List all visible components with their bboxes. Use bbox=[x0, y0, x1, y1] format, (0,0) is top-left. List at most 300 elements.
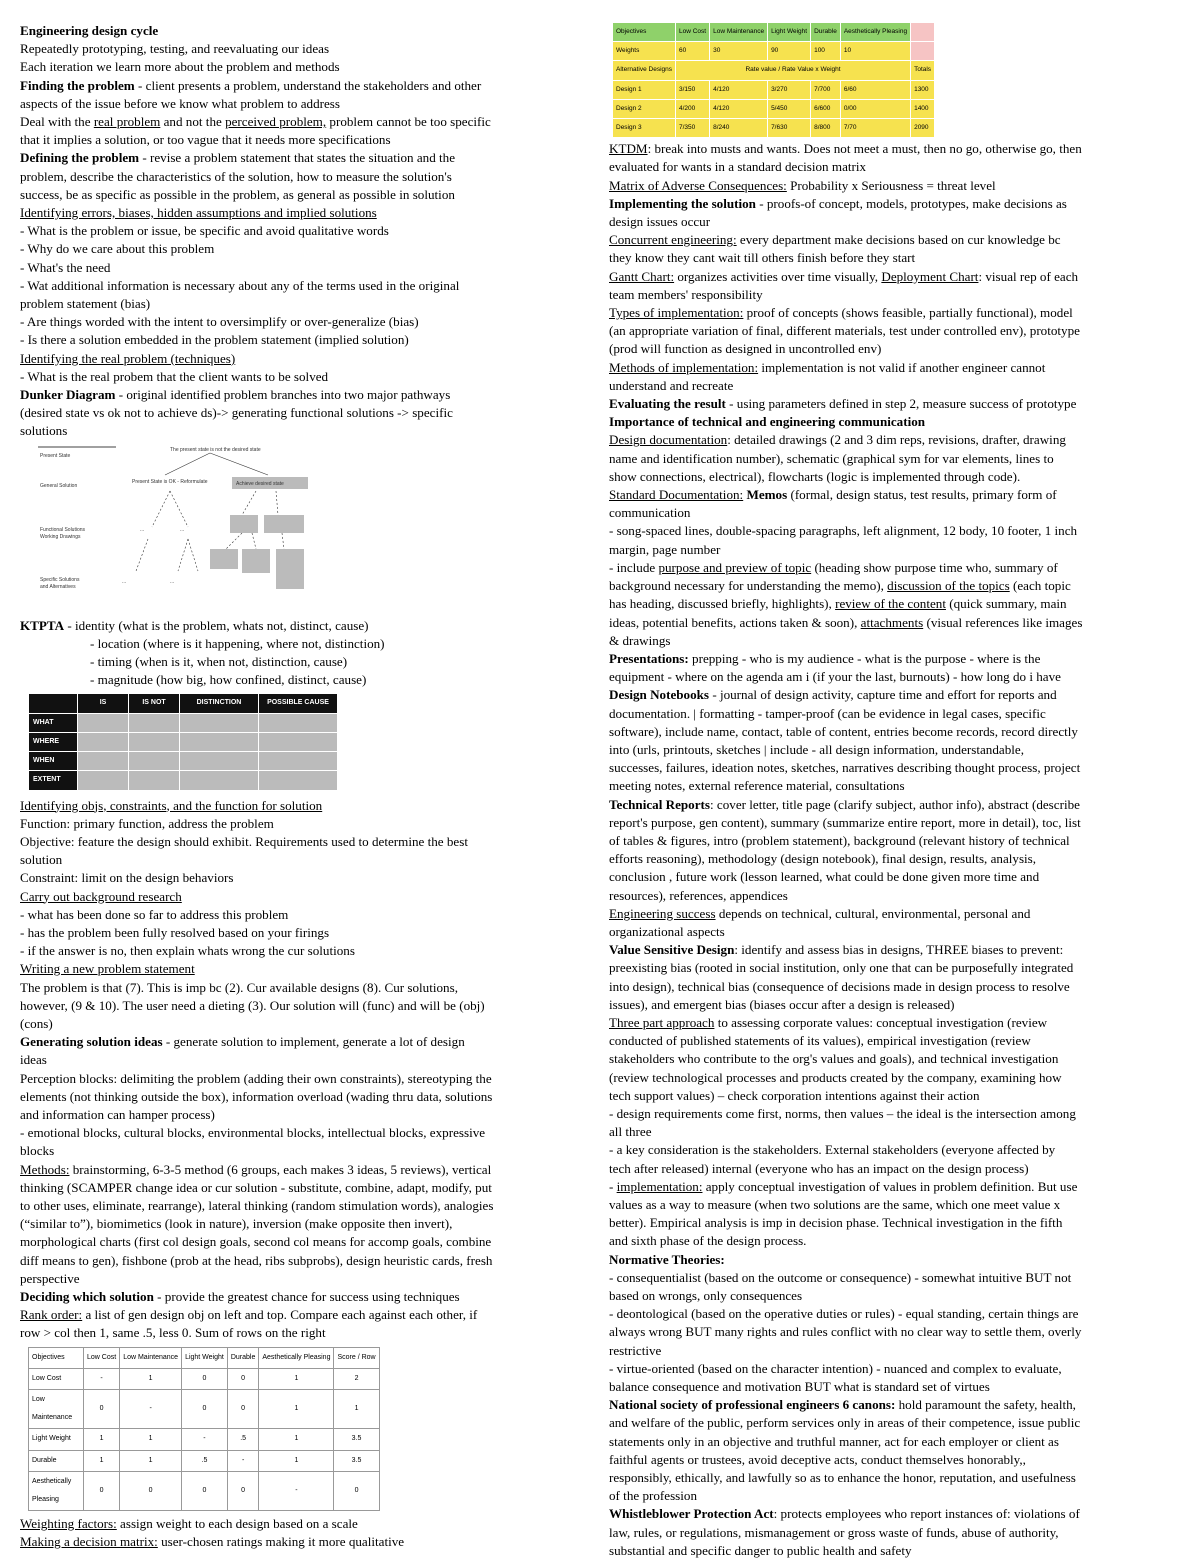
text-span: implementation is not valid if another engineer cannot bbox=[758, 359, 1046, 375]
dm-header: Durable bbox=[811, 23, 841, 42]
text-line: (desired state vs ok not to achieve ds)-> generating functional solutions -> specific bbox=[20, 405, 453, 421]
methods-implementation-heading: Methods of implementation: bbox=[609, 359, 759, 375]
table-row bbox=[613, 42, 935, 61]
purpose-preview-term: purpose and preview of topic bbox=[658, 559, 812, 575]
bullet-line: - deontological (based on the operative duties or rules) - equal standing, certain things are bbox=[609, 1306, 1079, 1322]
table-cell: 8/240 bbox=[710, 119, 768, 138]
methods-heading: Methods: bbox=[20, 1161, 70, 1177]
text-line: always wrong BUT many rights and rules conflict with no clear way to settle them, overly bbox=[609, 1324, 1082, 1340]
ktpta-row-label: EXTENT bbox=[29, 771, 78, 790]
text-line: communication bbox=[609, 505, 691, 521]
text-span: - revise a problem statement that states the situation and the bbox=[139, 150, 456, 166]
text-line: software), include name, contact, table of content, entries become records, record directly bbox=[609, 723, 1078, 739]
text-line: - timing (when is it, when not, distinction, cause) bbox=[90, 654, 348, 670]
bullet-line: - song-spaced lines, double-spacing paragraphs, left alignment, 12 body, 10 footer, 1 inch bbox=[609, 523, 1078, 539]
text-line: - location (where is it happening, where not, distinction) bbox=[90, 635, 385, 651]
text-line: restrictive bbox=[609, 1342, 662, 1358]
text-line: success, be as specific as possible in the problem, as general as possible in solution bbox=[20, 186, 455, 202]
text-line: of tables & figures, intro (problem statement), background (relevant history of technical bbox=[609, 832, 1070, 848]
bullet-line: - emotional blocks, cultural blocks, environmental blocks, intellectual blocks, expressive bbox=[20, 1125, 486, 1141]
evaluating-result-heading: Evaluating the result bbox=[609, 396, 726, 412]
table-cell: 0 bbox=[182, 1390, 228, 1429]
text-span: : identify and assess bias in designs, THREE biases to prevent: bbox=[734, 942, 1064, 958]
ktpta-row-label: WHEN bbox=[29, 752, 78, 771]
text-line: perspective bbox=[20, 1270, 80, 1286]
table-cell: Rate value / Rate Value x Weight bbox=[676, 61, 911, 80]
table-cell bbox=[129, 713, 180, 732]
table-cell: 0 bbox=[84, 1390, 120, 1429]
text-span: - client presents a problem, understand the stakeholders and other bbox=[134, 77, 482, 93]
table-cell: 1 bbox=[259, 1390, 334, 1429]
text-line: team members' responsibility bbox=[609, 286, 763, 302]
table-cell bbox=[78, 713, 129, 732]
text-line: values as a way to measure (when two solutions are the same, which one meet value x bbox=[609, 1197, 1061, 1212]
table-cell bbox=[78, 771, 129, 790]
text-line: Function: primary function, address the problem bbox=[20, 815, 274, 831]
bullet-line: - if the answer is no, then explain whats wrong the cur solutions bbox=[20, 943, 355, 959]
text-line: into (urls, printouts, sketches | include - all design information, understandable, bbox=[609, 741, 1024, 757]
text-span: - bbox=[609, 1178, 617, 1194]
text-span: organizes activities over time visually, bbox=[674, 268, 882, 284]
text-line: conclusion , future work (lesson learned, what could be done given more time and bbox=[609, 869, 1040, 885]
ktdm-term: KTDM bbox=[609, 141, 648, 157]
svg-text:...: ... bbox=[180, 526, 185, 533]
text-span: problem cannot be too specific bbox=[326, 114, 491, 130]
review-content-term: review of the content bbox=[835, 596, 946, 612]
text-line: of the profession bbox=[609, 1488, 697, 1504]
text-span: - using parameters defined in step 2, measure success of prototype bbox=[725, 396, 1077, 412]
text-line: show connections, electrical), flowcharts (logic is implemented through code). bbox=[609, 468, 1021, 484]
table-cell: .5 bbox=[182, 1450, 228, 1471]
decision-matrix-heading: Making a decision matrix: bbox=[20, 1534, 158, 1550]
text-line: Constraint: limit on the design behaviors bbox=[20, 870, 234, 886]
text-line: (review technological processes and products created by the company, examining how bbox=[609, 1069, 1062, 1085]
table-cell: 30 bbox=[710, 42, 768, 61]
text-line: Each iteration we learn more about the problem and methods bbox=[20, 59, 340, 75]
text-line: based on wrongs, only consequences bbox=[609, 1288, 803, 1304]
deciding-solution-heading: Deciding which solution bbox=[20, 1288, 154, 1304]
text-span: a list of gen design obj on left and top. Compare each against each other, if bbox=[82, 1307, 478, 1323]
technical-reports-heading: Technical Reports bbox=[609, 796, 710, 812]
background-research-heading: Carry out background research bbox=[20, 888, 182, 904]
rank-header: Low Maintenance bbox=[120, 1347, 182, 1368]
text-line: evaluated for wants in a standard decision matrix bbox=[609, 159, 867, 175]
ktpta-table bbox=[28, 693, 338, 790]
ktpta-header: IS bbox=[78, 694, 129, 713]
gantt-chart-heading: Gantt Chart: bbox=[609, 268, 675, 284]
svg-text:...: ... bbox=[140, 526, 145, 533]
bullet-line: - has the problem been fully resolved based on your firings bbox=[20, 924, 330, 940]
text-line: and sixth phase of the design process. bbox=[609, 1233, 807, 1249]
table-cell: - bbox=[259, 1471, 334, 1510]
text-span: proof of concepts (shows feasible, partially functional), model bbox=[743, 305, 1073, 321]
table-cell: Low Maintenance bbox=[29, 1390, 84, 1429]
table-cell: 4/120 bbox=[710, 99, 768, 118]
table-cell bbox=[78, 732, 129, 751]
text-line: all three bbox=[609, 1124, 652, 1140]
table-cell: 1 bbox=[84, 1429, 120, 1450]
dm-header: Low Cost bbox=[676, 23, 710, 42]
rank-header: Objectives bbox=[29, 1347, 84, 1368]
table-cell: - bbox=[182, 1429, 228, 1450]
bullet-line: - a key consideration is the stakeholders. External stakeholders (everyone affected by bbox=[609, 1142, 1056, 1158]
text-span: apply conceptual investigation of values in problem definition. But use bbox=[702, 1178, 1078, 1194]
table-cell bbox=[129, 732, 180, 751]
text-span: brainstorming, 6-3-5 method (6 groups, each makes 3 ideas, 5 reviews), vertical bbox=[69, 1161, 492, 1177]
table-row bbox=[29, 1429, 380, 1450]
table-cell: Totals bbox=[911, 61, 935, 80]
table-cell: Design 2 bbox=[613, 99, 676, 118]
text-line: understand and recreate bbox=[609, 377, 734, 393]
table-cell: 1 bbox=[120, 1368, 182, 1389]
table-cell: 1 bbox=[120, 1450, 182, 1471]
text-line: row > col then 1, same .5, less 0. Sum of rows on the right bbox=[20, 1325, 326, 1341]
identifying-errors-heading: Identifying errors, biases, hidden assumptions and implied solutions bbox=[20, 205, 377, 221]
implementation-term: implementation: bbox=[616, 1178, 703, 1194]
table-cell: 90 bbox=[768, 42, 811, 61]
table-row bbox=[613, 80, 935, 99]
table-row bbox=[29, 752, 338, 771]
table-cell: 0 bbox=[227, 1368, 259, 1389]
table-cell: Durable bbox=[29, 1450, 84, 1471]
text-span: : detailed drawings (2 and 3 dim reps, revisions, drafter, drawing bbox=[727, 432, 1066, 448]
text-span: - identity (what is the problem, whats not, distinct, cause) bbox=[64, 617, 369, 633]
bullet-line: - Is there a solution embedded in the problem statement (implied solution) bbox=[20, 332, 409, 348]
discussion-topics-term: discussion of the topics bbox=[887, 578, 1010, 594]
bullet-line: - Are things worded with the intent to oversimplify or over-generalize (bias) bbox=[20, 314, 419, 330]
text-line: & drawings bbox=[609, 632, 671, 648]
table-cell: 1 bbox=[120, 1429, 182, 1450]
design-documentation-heading: Design documentation bbox=[609, 432, 728, 448]
table-cell: 0/00 bbox=[840, 99, 910, 118]
table-cell: 1 bbox=[259, 1429, 334, 1450]
rank-header: Durable bbox=[227, 1347, 259, 1368]
text-line: better). Empirical analysis is imp in decision phase. Technical investigation in the fifth bbox=[609, 1215, 1063, 1231]
text-line: and information can hamper process) bbox=[20, 1106, 215, 1122]
text-line: balance consequence and motivation BUT what is standard set of virtues bbox=[609, 1379, 990, 1395]
table-row bbox=[29, 1390, 380, 1429]
table-cell: 6/60 bbox=[840, 80, 910, 99]
text-line: documentation. | formatting - tamper-proof (can be evidence in legal cases, specific bbox=[609, 705, 1046, 721]
svg-text:...: ... bbox=[170, 578, 175, 585]
text-span: - proofs-of concept, models, prototypes, make decisions as bbox=[755, 195, 1067, 211]
svg-text:...: ... bbox=[122, 578, 127, 585]
table-cell: 0 bbox=[182, 1368, 228, 1389]
rank-header: Aesthetically Pleasing bbox=[259, 1347, 334, 1368]
text-line: preexisting bias (rooted in social institution, only one that can be purposefully integrated bbox=[609, 960, 1074, 976]
text-line: statements only in an objective and truthful manner, act for each employer or client as bbox=[609, 1433, 1059, 1449]
table-cell: 0 bbox=[334, 1471, 379, 1510]
text-span: and not the bbox=[160, 114, 226, 130]
table-cell: 0 bbox=[227, 1471, 259, 1510]
dm-weights-label: Weights bbox=[613, 42, 676, 61]
text-span: : visual rep of each bbox=[978, 268, 1079, 284]
bullet-line: - What's the need bbox=[20, 259, 111, 275]
dunker-row-specific: Specific Solutions bbox=[40, 576, 80, 583]
ktpta-header: IS NOT bbox=[129, 694, 180, 713]
text-line: faithful agents or trustees, avoid deceptive acts, conduct themselves honorably,, bbox=[609, 1451, 1026, 1467]
text-line: (an appropriate variation of final, different materials, test under controlled env), prototype bbox=[609, 323, 1080, 339]
bullet-line: - what has been done so far to address this problem bbox=[20, 906, 289, 922]
attachments-term: attachments bbox=[860, 614, 924, 630]
table-cell: 3/150 bbox=[676, 80, 710, 99]
nspe-canons-heading: National society of professional engineers 6 canons: bbox=[609, 1397, 896, 1413]
real-problem-term: real problem bbox=[93, 114, 161, 130]
text-line: elements (not thinking outside the box), information overload (wading thru data, solutions bbox=[20, 1088, 493, 1104]
table-row bbox=[613, 99, 935, 118]
text-line: equipment - where on the agenda am i (if your the last, burnouts) - how long do i have bbox=[609, 669, 1061, 685]
normative-theories-heading: Normative Theories: bbox=[609, 1251, 725, 1267]
dm-header: Aesthetically Pleasing bbox=[840, 23, 910, 42]
table-cell: 0 bbox=[84, 1471, 120, 1510]
table-cell: 2 bbox=[334, 1368, 379, 1389]
table-row bbox=[29, 713, 338, 732]
text-span: hold paramount the safety, health, bbox=[895, 1397, 1076, 1413]
ktpta-row-label: WHERE bbox=[29, 732, 78, 751]
text-span: assign weight to each design based on a scale bbox=[116, 1516, 358, 1532]
table-cell bbox=[259, 732, 338, 751]
text-span: background necessary for understanding the memo), bbox=[609, 578, 888, 594]
text-line: resources), references, appendices bbox=[609, 887, 788, 903]
table-cell: Light Weight bbox=[29, 1429, 84, 1450]
ktpta-header: DISTINCTION bbox=[180, 694, 259, 713]
text-line: responsibly, ethically, and lawfully so as to enhance the honor, reputation, and usefulness bbox=[609, 1470, 1076, 1486]
dunker-diagram-figure bbox=[20, 443, 590, 615]
dunker-box-desired: Achieve desired state bbox=[236, 480, 284, 487]
perceived-problem-term: perceived problem, bbox=[225, 114, 327, 130]
dm-header bbox=[911, 23, 935, 42]
table-cell: 1 bbox=[334, 1390, 379, 1429]
text-line: - magnitude (how big, how confined, distinct, cause) bbox=[90, 672, 367, 688]
text-line: (prod will function as designed in uncontrolled env) bbox=[609, 341, 882, 357]
table-row bbox=[29, 771, 338, 790]
engineering-design-cycle-heading: Engineering design cycle bbox=[20, 23, 159, 38]
dunker-top-label: The present state is not the desired state bbox=[170, 446, 261, 453]
design-notebooks-heading: Design Notebooks bbox=[609, 687, 710, 703]
table-cell: Design 3 bbox=[613, 119, 676, 138]
text-span: (each topic bbox=[1009, 578, 1071, 594]
text-line: report's purpose, gen content), summary (summarize entire report, more in detail), toc, list bbox=[609, 814, 1081, 830]
table-cell bbox=[180, 732, 259, 751]
table-cell: - bbox=[84, 1368, 120, 1389]
dunker-diagram-heading: Dunker Diagram bbox=[20, 387, 116, 403]
generating-solutions-heading: Generating solution ideas bbox=[20, 1034, 163, 1050]
bullet-line: - consequentialist (based on the outcome or consequence) - somewhat intuitive BUT not bbox=[609, 1269, 1072, 1285]
engineering-success-heading: Engineering success bbox=[609, 905, 716, 921]
rank-order-table bbox=[28, 1347, 380, 1512]
text-line: solutions bbox=[20, 423, 68, 439]
text-line: law, rules, or regulations, mismanagement or gross waste of funds, abuse of authority, bbox=[609, 1524, 1059, 1540]
text-span: Deal with the bbox=[20, 114, 94, 130]
table-cell: 10 bbox=[840, 42, 910, 61]
table-cell: 60 bbox=[676, 42, 710, 61]
text-line: thinking (SCAMPER change idea or cur solution - substitute, combine, adapt, modify, put bbox=[20, 1179, 492, 1195]
table-cell bbox=[78, 752, 129, 771]
text-line: tech support values) – check corporation intentions against their action bbox=[609, 1087, 980, 1103]
table-cell bbox=[911, 42, 935, 61]
dunker-row-present: Present State bbox=[40, 452, 71, 459]
right-column bbox=[609, 22, 1177, 1560]
svg-text:and Alternatives: and Alternatives bbox=[40, 583, 76, 590]
new-problem-statement-heading: Writing a new problem statement bbox=[20, 961, 195, 977]
dunker-diagram-svg bbox=[20, 443, 310, 615]
table-cell: 7/700 bbox=[811, 80, 841, 99]
text-span: has heading, discussed briefly, highlights), bbox=[609, 596, 836, 612]
table-cell: 7/630 bbox=[768, 119, 811, 138]
table-cell bbox=[259, 713, 338, 732]
text-span: : cover letter, title page (clarify subject, author info), abstract (describe bbox=[710, 796, 1080, 812]
bullet-line: - Why do we care about this problem bbox=[20, 241, 215, 257]
table-cell: .5 bbox=[227, 1429, 259, 1450]
table-row bbox=[29, 1450, 380, 1471]
whistleblower-heading: Whistleblower Protection Act bbox=[609, 1506, 774, 1522]
communication-heading: Importance of technical and engineering communication bbox=[609, 414, 926, 430]
text-line: that it implies a solution, or too vague that it needs more specifications bbox=[20, 132, 391, 148]
text-line: ideas bbox=[20, 1052, 47, 1068]
table-cell: 1300 bbox=[911, 80, 935, 99]
table-cell: 1 bbox=[84, 1450, 120, 1471]
table-cell: 7/350 bbox=[676, 119, 710, 138]
text-span: prepping - who is my audience - what is the purpose - where is the bbox=[688, 650, 1041, 666]
text-line: organizational aspects bbox=[609, 923, 725, 939]
implementing-solution-heading: Implementing the solution bbox=[609, 195, 756, 211]
text-line: Repeatedly prototyping, testing, and reevaluating our ideas bbox=[20, 41, 330, 57]
text-span: - provide the greatest chance for success using techniques bbox=[153, 1288, 460, 1304]
left-column bbox=[20, 22, 590, 1552]
text-line: (cons) bbox=[20, 1015, 53, 1031]
text-span: : break into musts and wants. Does not meet a must, then no go, otherwise go, then bbox=[647, 141, 1082, 157]
deployment-chart-term: Deployment Chart bbox=[881, 268, 979, 284]
text-span: - journal of design activity, capture time and effort for reports and bbox=[709, 687, 1057, 703]
table-cell: - bbox=[120, 1390, 182, 1429]
text-line: and welfare of the public, perform services only in areas of their competence, issue public bbox=[609, 1415, 1081, 1431]
memos-term: Memos bbox=[743, 487, 788, 503]
bullet-line: - Wat additional information is necessary about any of the terms used in the original bbox=[20, 277, 460, 293]
text-line: stakeholders who contribute to the org's values and goals), and technical investigation bbox=[609, 1051, 1059, 1067]
text-line: meeting notes, external reference material, consultations bbox=[609, 778, 905, 794]
table-cell bbox=[180, 713, 259, 732]
table-row bbox=[29, 732, 338, 751]
table-cell: 6/600 bbox=[811, 99, 841, 118]
table-cell bbox=[259, 752, 338, 771]
table-cell: - bbox=[227, 1450, 259, 1471]
rank-header: Score / Row bbox=[334, 1347, 379, 1368]
dm-header: Light Weight bbox=[768, 23, 811, 42]
defining-problem-heading: Defining the problem bbox=[20, 150, 140, 166]
text-line: however, (9 & 10). The user need a dieting (3). Our solution will (func) and will be (obj) bbox=[20, 997, 485, 1013]
finding-problem-heading: Finding the problem bbox=[20, 77, 135, 93]
text-line: successes, failures, ideation notes, sketches, narratives describing thought process, project bbox=[609, 760, 1081, 776]
text-line: conducted of published statements of its values), empirical investigation (review bbox=[609, 1033, 1031, 1049]
bullet-line: - virtue-oriented (based on the character intention) - nuanced and complex to evaluate, bbox=[609, 1360, 1062, 1376]
table-cell: Alternative Designs bbox=[613, 61, 676, 80]
text-line: design issues occur bbox=[609, 214, 711, 230]
dunker-box-reformulate: Present State is OK - Reformulate bbox=[132, 478, 208, 485]
text-span: Probability x Seriousness = threat level bbox=[786, 177, 996, 193]
text-span: (quick summary, main bbox=[945, 596, 1067, 612]
text-line: The problem is that (7). This is imp bc (2). Cur available designs (8). Cur solutions, bbox=[20, 979, 458, 995]
table-cell: Aesthetically Pleasing bbox=[29, 1471, 84, 1510]
text-line: morphological charts (first col design goals, second col means for accomp goals, combine bbox=[20, 1234, 492, 1250]
table-cell bbox=[259, 771, 338, 790]
text-line: substantial and specific danger to public health and safety bbox=[609, 1542, 912, 1558]
svg-text:Working Drawings: Working Drawings bbox=[40, 533, 81, 540]
table-cell bbox=[129, 771, 180, 790]
text-line: into design), technical bias (consequence of decisions made in design process to resolve bbox=[609, 978, 1070, 994]
text-span: to assessing corporate values: conceptual investigation (review bbox=[714, 1014, 1048, 1030]
value-sensitive-design-heading: Value Sensitive Design bbox=[609, 942, 735, 958]
standard-documentation-heading: Standard Documentation: bbox=[609, 487, 744, 503]
text-line: aspects of the issue before we know what problem to address bbox=[20, 95, 340, 111]
ktpta-row-label: WHAT bbox=[29, 713, 78, 732]
text-line: they know they cant wait till others finish before they start bbox=[609, 250, 916, 266]
text-line: (“similar to”), biomimetics (look in nature), inversion (make opposite then invert), bbox=[20, 1216, 453, 1232]
three-part-approach-heading: Three part approach bbox=[609, 1014, 715, 1030]
table-cell bbox=[180, 771, 259, 790]
table-cell: 8/800 bbox=[811, 119, 841, 138]
table-cell: 5/450 bbox=[768, 99, 811, 118]
weighting-factors-heading: Weighting factors: bbox=[20, 1516, 117, 1532]
ktpta-heading: KTPTA bbox=[20, 617, 65, 633]
table-cell: 7/70 bbox=[840, 119, 910, 138]
table-cell: 0 bbox=[182, 1471, 228, 1510]
table-row bbox=[613, 61, 935, 80]
text-line: efforts reasoning), methodology (design notebook), final design, results, analysis, bbox=[609, 851, 1037, 867]
table-cell: 100 bbox=[811, 42, 841, 61]
text-line: Perception blocks: delimiting the problem (adding their own constraints), stereotyping the bbox=[20, 1070, 492, 1086]
text-span: ideas, potential benefits, actions taken & soon), bbox=[609, 614, 861, 630]
decision-matrix-table bbox=[612, 22, 935, 138]
table-cell: 0 bbox=[227, 1390, 259, 1429]
text-line: name and identification number), schematic (graphical sym for var elements, lines to bbox=[609, 450, 1054, 466]
text-line: solution bbox=[20, 852, 63, 868]
table-cell: 1400 bbox=[911, 99, 935, 118]
text-span: (visual references like images bbox=[923, 614, 1083, 630]
text-span: - include bbox=[609, 559, 659, 575]
table-row bbox=[29, 1471, 380, 1510]
bullet-line: - design requirements come first, norms, then values – the ideal is the intersection among bbox=[609, 1105, 1076, 1121]
bullet-line: problem statement (bias) bbox=[20, 296, 151, 312]
table-row bbox=[29, 1368, 380, 1389]
table-cell: 3.5 bbox=[334, 1450, 379, 1471]
text-span: : protects employees who report instances of: violations of bbox=[773, 1506, 1080, 1522]
ktpta-header: POSSIBLE CAUSE bbox=[259, 694, 338, 713]
bullet-line: - What is the problem or issue, be specific and avoid qualitative words bbox=[20, 223, 389, 239]
dunker-row-functional: Functional Solutions bbox=[40, 526, 86, 533]
text-span: user-chosen ratings making it more qualitative bbox=[157, 1534, 405, 1550]
text-span: - generate solution to implement, generate a lot of design bbox=[162, 1034, 465, 1050]
text-line: issues), and emergent bias (biases occur after a design is released) bbox=[609, 996, 955, 1012]
table-cell bbox=[180, 752, 259, 771]
table-cell: 3/270 bbox=[768, 80, 811, 99]
text-line: blocks bbox=[20, 1143, 55, 1159]
rank-header: Low Cost bbox=[84, 1347, 120, 1368]
types-implementation-heading: Types of implementation: bbox=[609, 305, 744, 321]
table-cell: 1 bbox=[259, 1368, 334, 1389]
identifying-objs-heading: Identifying objs, constraints, and the function for solution bbox=[20, 797, 323, 813]
rank-header: Light Weight bbox=[182, 1347, 228, 1368]
table-cell: 4/200 bbox=[676, 99, 710, 118]
text-span: every department make decisions based on cur knowledge bc bbox=[736, 232, 1061, 248]
dm-header: Low Maintenance bbox=[710, 23, 768, 42]
table-row bbox=[613, 119, 935, 138]
text-line: Objective: feature the design should exhibit. Requirements used to determine the best bbox=[20, 833, 468, 849]
identifying-real-problem-heading: Identifying the real problem (techniques) bbox=[20, 350, 236, 366]
table-cell: 2090 bbox=[911, 119, 935, 138]
bullet-line: - What is the real probem that the client wants to be solved bbox=[20, 368, 329, 384]
text-span: (formal, design status, test results, primary form of bbox=[787, 487, 1057, 503]
table-cell: 4/120 bbox=[710, 80, 768, 99]
